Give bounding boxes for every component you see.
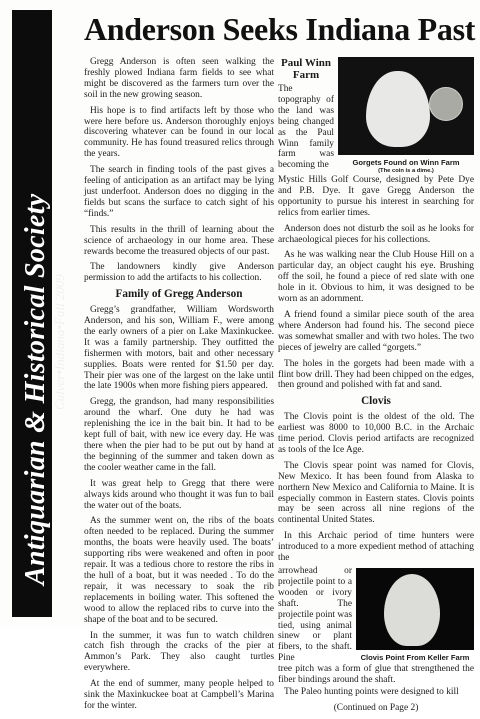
- section-heading-winn-farm: Paul Winn Farm: [280, 57, 332, 81]
- photo-subcaption: (The coin is a dime.): [378, 168, 434, 174]
- clovis-photo: [356, 568, 474, 650]
- continued-note: (Continued on Page 2): [333, 702, 419, 713]
- paragraph: As the summer went on, the ribs of the boats often needed to be replaced. During the summer months, the boats were heavily used. The boats’ supporting ribs were weakened and often in poor repair. It was a tedious chore to restore the ribs in the hull of a boat, but it was needed . To do the repair, it was necessary to soak the rib replacements in boiling water. This softened the wood to allow the replaced ribs to curve into the shape of the boat and to be secured.: [84, 516, 274, 625]
- left-column: [84, 57, 274, 717]
- right-column: [278, 57, 474, 719]
- paragraph: Gregg’s grandfather, William Wordsworth Anderson, and his son, William F., were among the early owners of a pier on Lake Maxinkuckee. It was a family partnership. They outfitted the fishermen with motors, bait and other necessary supplies. Boats were rented for $1.50 per day. Their pier was one of the largest on the lake until the late 1900s when more fishing piers appeared.: [84, 305, 274, 392]
- article-headline: Anderson Seeks Indiana Past: [84, 11, 476, 47]
- society-name: Antiquarian & Historical Society: [20, 193, 51, 585]
- paragraph: The topography of the land was being changed as the Paul Winn family farm was becoming the: [278, 84, 334, 171]
- winn-farm-intro: [278, 57, 334, 171]
- paragraph: This results in the thrill of learning about the science of archaeology in our home area. These rewards become the treasured objects of our past.: [84, 224, 274, 257]
- paragraph: The Clovis spear point was named for Clovis, New Mexico. It has been found from Alaska to northern New Mexico and California to Maine. It is especially common in Eastern states. Clovis points may be seen across all nine regions of the continental United States.: [278, 460, 474, 526]
- paragraph: In the summer, it was fun to watch children catch fish through the cracks of the pier at Ammon’s Park. They also caught turtles everywhere.: [84, 630, 274, 674]
- paragraph: The search in finding tools of the past gives a feeling of anticipation as an artifact may be lying just underfoot. Anderson does no digging in the fields but scans the surface to catch sight of his “finds.”: [84, 165, 274, 219]
- clovis-photo-figure: [356, 568, 474, 662]
- gorgets-photo: [338, 57, 474, 155]
- photo-caption: Clovis Point From Keller Farm: [360, 653, 470, 662]
- gorget-artifact: [366, 71, 430, 147]
- issue-line: Culver•Indiana•Fall 2009: [52, 274, 67, 410]
- masthead-text: [20, 25, 67, 585]
- section-heading-family: Family of Gregg Anderson: [115, 288, 243, 301]
- paragraph: Gregg, the grandson, had many responsibilities around the wharf. One duty he had was replenishing the ice in the bait bin. It had to be kept full of bait, with new ice every day. He was there when the pier had to be put out by hand at the beginning of the summer and taken down as the cooler weather came in the fall.: [84, 397, 274, 473]
- photo-caption: Gorgets Found on Winn Farm: [352, 158, 460, 167]
- paragraph: Mystic Hills Golf Course, designed by Pete Dye and P.B. Dye. It gave Gregg Anderson the opportunity to pursue his interest in searching for relics from earlier times.: [278, 175, 474, 218]
- clovis-point-artifact: [384, 574, 440, 646]
- paragraph: The holes in the gorgets had been made with a flint bow drill. They had been chipped on the edges, then ground and polished with fat and sand.: [278, 358, 474, 391]
- paragraph: The Paleo hunting points were designed to kill: [284, 686, 459, 697]
- paragraph: Gregg Anderson is often seen walking the freshly plowed Indiana farm fields to see what might be discovered as the farmers turn over the soil in the new growing season.: [84, 57, 274, 100]
- paragraph: As he was walking near the Club House Hill on a particular day, an object caught his eye. Brushing off the soil, he found a piece of red slate with one hole in it. Obvious to him, it was designed to be worn as an adornment.: [278, 250, 474, 305]
- dime-coin: [429, 87, 463, 121]
- section-heading-clovis: Clovis: [361, 395, 391, 408]
- paragraph: A friend found a similar piece south of the area where Anderson had found his. The second piece was somewhat smaller and with two holes. The two pieces of jewelry are called “gorgets.”: [278, 309, 474, 353]
- gorgets-photo-figure: [338, 57, 474, 175]
- paragraph: tree pitch was a form of glue that strengthened the fiber bindings around the shaft.: [278, 664, 474, 686]
- paragraph: The Clovis point is the oldest of the old. The earliest was 8000 to 10,000 B.C. in the Archaic time period. Clovis period artifacts are recognized as tools of the Ice Age.: [278, 412, 474, 455]
- paragraph: Anderson does not disturb the soil as he looks for archaeological pieces for his collections.: [278, 223, 474, 245]
- paragraph: His hope is to find artifacts left by those who were here before us. Anderson thoroughly enjoys discovering whatever can be found in our local community. He has found treasured relics through the years.: [84, 105, 274, 160]
- paragraph: The landowners kindly give Anderson permission to add the artifacts to his collection.: [84, 262, 274, 284]
- paragraph: arrowhead or projectile point to a wooden or ivory shaft. The projectile point was tied, using animal sinew or plant fibers, to the shaft. Pine: [278, 566, 352, 664]
- paragraph: In this Archaic period of time hunters were introduced to a more expedient method of attaching the: [278, 531, 474, 564]
- paragraph: It was great help to Gregg that there were always kids around who thought it was fun to bail the water out of the boats.: [84, 478, 274, 511]
- paragraph: At the end of summer, many people helped to sink the Maxinkuckee boat at Campbell’s Marina for the winter.: [84, 679, 274, 711]
